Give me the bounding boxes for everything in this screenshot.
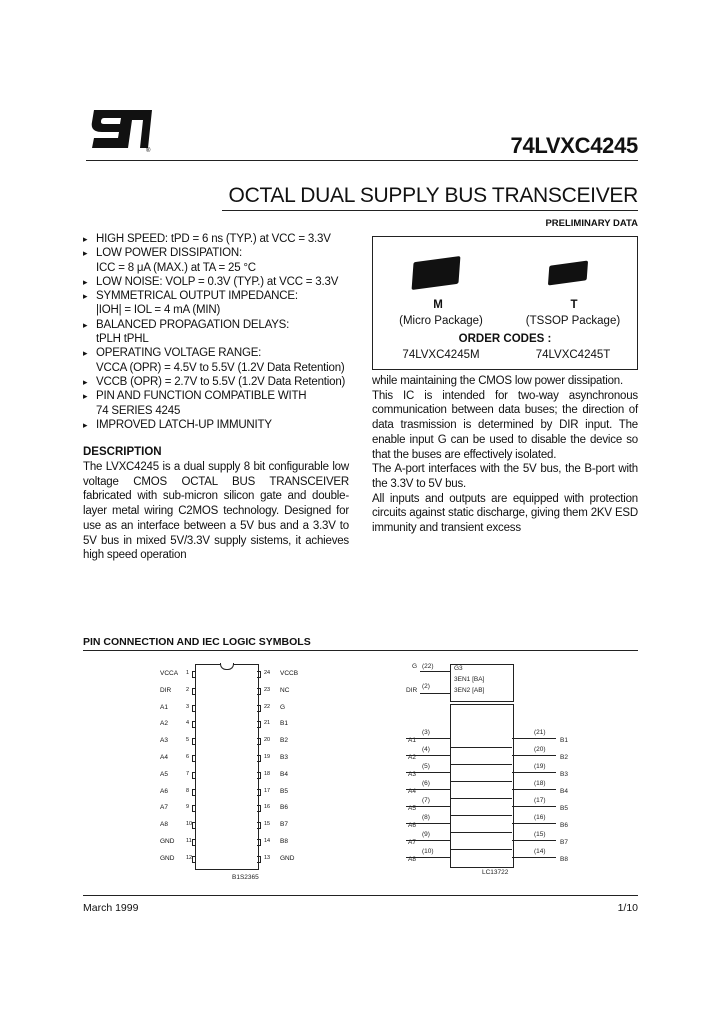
pin-section-heading: PIN CONNECTION AND IEC LOGIC SYMBOLS bbox=[83, 636, 311, 648]
dip-right-pin-num: 19 bbox=[264, 754, 271, 760]
feature-text: 74 SERIES 4245 bbox=[96, 404, 181, 417]
feature-item bbox=[83, 275, 363, 289]
dip-left-pin-num: 6 bbox=[186, 754, 190, 760]
dip-left-pin-num: 8 bbox=[186, 787, 190, 794]
dip-right-pin-num: 18 bbox=[264, 770, 271, 777]
feature-item bbox=[83, 389, 363, 403]
logic-g-label: G bbox=[412, 663, 418, 670]
feature-item bbox=[83, 232, 363, 246]
part-number-title: 74LVXC4245 bbox=[510, 133, 638, 158]
dip-right-pin-label: B3 bbox=[280, 754, 288, 761]
order-code-m: 74LVXC4245M bbox=[402, 349, 480, 361]
feature-text: SYMMETRICAL OUTPUT IMPEDANCE: bbox=[96, 290, 298, 303]
dip-right-pin-label: B8 bbox=[280, 838, 288, 845]
logic-b-label: B2 bbox=[560, 754, 568, 761]
dip-left-pin-label: A2 bbox=[160, 720, 168, 728]
dip-left-pin-num: 10 bbox=[186, 821, 193, 828]
logic-b-num: (19) bbox=[534, 763, 546, 770]
logic-b-num: (17) bbox=[534, 797, 546, 804]
bullet-icon: ▸ bbox=[83, 276, 88, 287]
logic-symbol bbox=[400, 660, 580, 880]
description-heading: DESCRIPTION bbox=[83, 446, 162, 458]
dip-right-pin-label: NC bbox=[280, 686, 290, 694]
tssop-package-chip-icon bbox=[548, 260, 588, 285]
dip-left-pin-num: 5 bbox=[186, 737, 190, 744]
feature-item bbox=[83, 361, 363, 375]
dip-left-pin-label: A8 bbox=[160, 821, 168, 829]
micro-package-name: (Micro Package) bbox=[399, 315, 483, 327]
logic-a-num: (3) bbox=[422, 729, 430, 736]
dip-left-pin-label: A3 bbox=[160, 737, 168, 745]
logic-io-block bbox=[450, 704, 514, 868]
logic-block-2: 3EN1 [BA] bbox=[454, 676, 485, 683]
logic-b-label: B1 bbox=[560, 737, 568, 744]
logic-a-label: A4 bbox=[408, 788, 416, 795]
t-letter: T bbox=[570, 299, 578, 311]
dip-left-pin-label: A1 bbox=[160, 703, 168, 711]
logic-a-label: A7 bbox=[408, 839, 416, 846]
feature-text: PIN AND FUNCTION COMPATIBLE WITH bbox=[96, 390, 307, 403]
dip-right-pin-num: 14 bbox=[264, 838, 271, 844]
bullet-icon: ▸ bbox=[83, 319, 88, 330]
dip-left-pin-label: A6 bbox=[160, 787, 168, 795]
logic-a-label: A8 bbox=[408, 856, 416, 863]
bullet-icon: ▸ bbox=[83, 291, 88, 302]
dip-right-pin-num: 16 bbox=[264, 804, 271, 811]
dip-right-pin-num: 17 bbox=[264, 787, 271, 794]
pin-heading-underline bbox=[83, 650, 638, 651]
preliminary-label: PRELIMINARY DATA bbox=[545, 218, 638, 229]
logic-b-num: (14) bbox=[534, 848, 546, 855]
logic-b-num: (21) bbox=[534, 729, 546, 736]
dip-right-pin-label: GND bbox=[280, 854, 295, 862]
dip-left-pin-label: GND bbox=[160, 854, 175, 862]
dip-body bbox=[195, 664, 259, 870]
logic-a-label: A3 bbox=[408, 771, 416, 778]
logic-a-num: (4) bbox=[422, 746, 430, 753]
logic-g-num: (22) bbox=[422, 663, 434, 670]
footer-page: 1/10 bbox=[617, 902, 638, 914]
feature-item bbox=[83, 246, 363, 260]
dip-left-pin-num: 3 bbox=[186, 703, 190, 710]
dip-right-pin-num: 22 bbox=[264, 703, 271, 710]
dip-left-pin-num: 12 bbox=[186, 854, 193, 861]
dip-left-pin-label: A5 bbox=[160, 770, 168, 778]
feature-item bbox=[83, 261, 363, 275]
logic-a-label: A5 bbox=[408, 805, 416, 812]
bullet-icon: ▸ bbox=[83, 348, 88, 359]
dip-right-pin-label: B6 bbox=[280, 804, 288, 812]
dip-right-pin-label: B2 bbox=[280, 737, 288, 745]
feature-text: ICC = 8 μA (MAX.) at TA = 25 °C bbox=[96, 261, 256, 274]
logic-a-num: (6) bbox=[422, 780, 430, 787]
dip-left-pin-label: VCCA bbox=[160, 670, 179, 677]
m-letter: M bbox=[433, 299, 443, 311]
dip-left-pin-label: GND bbox=[160, 838, 175, 845]
description-col1: The LVXC4245 is a dual supply 8 bit configurable low voltage CMOS OCTAL BUS TRANSCEIVER fabricated with sub-micron silicon gate and double-layer metal wiring C2MOS technology. Designed for use as an interface between a 5V bus and a 3.3V to 5V bus in mixed 5V/3.3V supply sistems, it achieves high speed operation bbox=[83, 461, 349, 562]
feature-item bbox=[83, 289, 363, 303]
feature-list bbox=[83, 232, 363, 432]
dip-right-pin-num: 23 bbox=[264, 686, 271, 693]
order-code-t: 74LVXC4245T bbox=[535, 349, 611, 361]
feature-item bbox=[83, 346, 363, 360]
feature-item bbox=[83, 404, 363, 418]
bullet-icon: ▸ bbox=[83, 391, 88, 402]
feature-item bbox=[83, 332, 363, 346]
logic-a-num: (10) bbox=[422, 848, 434, 855]
logic-dir-num: (2) bbox=[422, 683, 430, 690]
dip-right-pin-num: 15 bbox=[264, 821, 271, 828]
bullet-icon: ▸ bbox=[83, 234, 88, 244]
dip-left-pin-label: DIR bbox=[160, 686, 172, 694]
logic-a-num: (9) bbox=[422, 831, 430, 838]
dip-right-pin-label: G bbox=[280, 703, 286, 711]
feature-text: BALANCED PROPAGATION DELAYS: bbox=[96, 318, 290, 331]
dip-right-pin-label: B5 bbox=[280, 787, 288, 795]
logic-b-label: B6 bbox=[560, 822, 568, 829]
dip-left-pin-num: 2 bbox=[186, 686, 190, 693]
logic-block-3: 3EN2 [AB] bbox=[454, 687, 485, 694]
bullet-icon: ▸ bbox=[83, 248, 88, 259]
logic-a-num: (5) bbox=[422, 763, 430, 770]
description-p2: This IC is intended for two-way asynchronous communication between data buses; the direction of data trasmission is determined by DIR input. The enable input G can be used to disable the device so that the buses are effectively isolated. bbox=[372, 389, 638, 461]
dip-left-pin-label: A7 bbox=[160, 804, 168, 812]
micro-package-chip-icon bbox=[412, 256, 461, 290]
logic-a-label: A1 bbox=[408, 737, 416, 744]
feature-item bbox=[83, 303, 363, 317]
dip-left-pin-num: 4 bbox=[186, 720, 190, 727]
logic-b-num: (18) bbox=[534, 780, 546, 787]
feature-text: IMPROVED LATCH-UP IMMUNITY bbox=[96, 418, 272, 431]
feature-item bbox=[83, 418, 363, 432]
logic-a-num: (7) bbox=[422, 797, 430, 804]
dip-left-pin-num: 1 bbox=[186, 670, 190, 676]
dip-left-pin-num: 7 bbox=[186, 770, 190, 777]
description-p4: All inputs and outputs are equipped with protection circuits against static discharge, giving them 2KV ESD immunity and transient excess bbox=[372, 492, 638, 535]
package-box bbox=[372, 236, 638, 370]
svg-text:®: ® bbox=[146, 148, 151, 154]
order-codes-title: ORDER CODES : bbox=[458, 333, 552, 345]
dip-right-pin-num: 13 bbox=[264, 854, 271, 861]
bullet-icon: ▸ bbox=[83, 419, 88, 430]
dip-left-pin-num: 11 bbox=[186, 838, 192, 844]
footer-date: March 1999 bbox=[83, 902, 139, 914]
logic-a-label: A6 bbox=[408, 822, 416, 829]
dip-left-pin-num: 9 bbox=[186, 804, 190, 811]
dip-ref: B1S2365 bbox=[232, 874, 259, 881]
dip-right-pin-label: B1 bbox=[280, 720, 288, 728]
logic-ref: LC13722 bbox=[482, 869, 509, 876]
feature-text: tPLH tPHL bbox=[96, 333, 149, 346]
feature-text: HIGH SPEED: tPD = 6 ns (TYP.) at VCC = 3.3V bbox=[96, 233, 331, 245]
logic-dir-label: DIR bbox=[406, 687, 418, 694]
description-p1: while maintaining the CMOS low power dissipation. bbox=[372, 375, 623, 387]
logic-b-num: (15) bbox=[534, 831, 546, 838]
title-divider bbox=[86, 160, 638, 161]
dip-diagram bbox=[150, 664, 310, 884]
description-p3: The A-port interfaces with the 5V bus, the B-port with the 3.3V to 5V bus. bbox=[372, 463, 638, 490]
logic-b-label: B3 bbox=[560, 771, 568, 778]
logic-b-label: B4 bbox=[560, 788, 568, 795]
feature-item bbox=[83, 375, 363, 389]
feature-text: LOW POWER DISSIPATION: bbox=[96, 247, 242, 260]
logic-a-label: A2 bbox=[408, 754, 416, 761]
dip-left-pin-label: A4 bbox=[160, 754, 168, 761]
description-col2 bbox=[372, 374, 638, 536]
logic-b-label: B5 bbox=[560, 805, 568, 812]
logic-b-label: B7 bbox=[560, 839, 568, 846]
logic-b-label: B8 bbox=[560, 856, 568, 863]
logic-b-num: (20) bbox=[534, 746, 546, 753]
logic-a-num: (8) bbox=[422, 814, 430, 821]
dip-right-pin-label: VCCB bbox=[280, 670, 299, 677]
dip-right-pin-num: 24 bbox=[264, 670, 271, 676]
feature-text: VCCB (OPR) = 2.7V to 5.5V (1.2V Data Retention) bbox=[96, 375, 346, 388]
feature-text: VCCA (OPR) = 4.5V to 5.5V (1.2V Data Retention) bbox=[96, 361, 345, 374]
dip-right-pin-num: 20 bbox=[264, 737, 271, 744]
feature-text: OPERATING VOLTAGE RANGE: bbox=[96, 347, 262, 360]
feature-text: LOW NOISE: VOLP = 0.3V (TYP.) at VCC = 3.3V bbox=[96, 275, 339, 288]
logic-block-1: G3 bbox=[454, 665, 463, 672]
logic-b-num: (16) bbox=[534, 814, 546, 821]
feature-item bbox=[83, 318, 363, 332]
footer-divider bbox=[83, 895, 638, 896]
subtitle-divider bbox=[222, 210, 638, 211]
dip-right-pin-label: B4 bbox=[280, 770, 288, 778]
bullet-icon: ▸ bbox=[83, 376, 88, 387]
tssop-package-name: (TSSOP Package) bbox=[525, 315, 621, 327]
feature-text: |IOH| = IOL = 4 mA (MIN) bbox=[96, 304, 221, 317]
page-subtitle: OCTAL DUAL SUPPLY BUS TRANSCEIVER bbox=[228, 184, 638, 207]
dip-right-pin-num: 21 bbox=[264, 720, 271, 727]
dip-right-pin-label: B7 bbox=[280, 821, 288, 829]
